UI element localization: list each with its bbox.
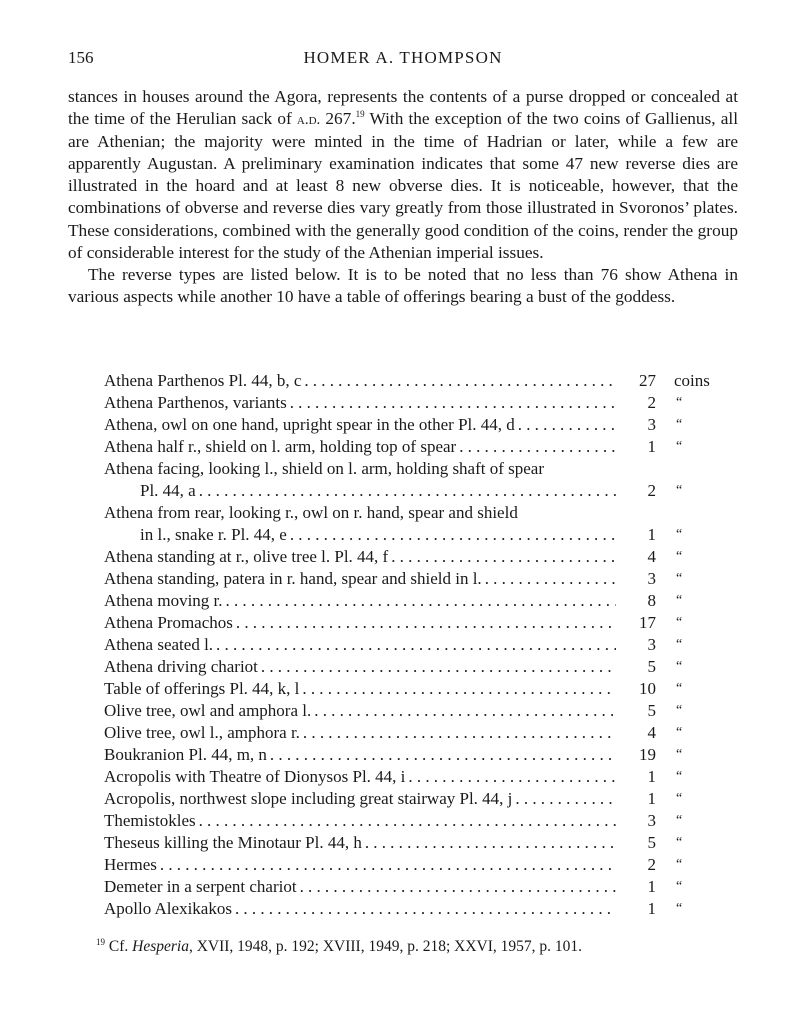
list-item-count: 3 xyxy=(647,569,656,588)
list-item-text: Theseus killing the Minotaur Pl. 44, h xyxy=(104,833,362,852)
unit-label: coins xyxy=(674,371,710,390)
list-item-entry xyxy=(104,722,616,744)
list-item-text-line1: Athena facing, looking l., shield on l. arm, holding shaft of spear xyxy=(104,459,545,478)
list-item-count: 3 xyxy=(647,635,656,654)
list-item-count: 10 xyxy=(639,679,656,698)
list-item-entry xyxy=(104,612,616,634)
list-item-entry xyxy=(104,436,616,458)
dot-leader xyxy=(232,898,616,920)
list-item-entry xyxy=(140,524,616,546)
dot-leader xyxy=(388,546,616,568)
ditto-mark: “ xyxy=(676,901,683,916)
list-item-count: 8 xyxy=(647,591,656,610)
dot-leader xyxy=(287,392,616,414)
list-item-text: Athena Promachos xyxy=(104,613,233,632)
ditto-mark: “ xyxy=(676,857,683,872)
list-item-text: Demeter in a serpent chariot xyxy=(104,877,297,896)
list-item-entry xyxy=(104,392,616,414)
list-item-text: Themistokles xyxy=(104,811,196,830)
list-item-text: in l., snake r. Pl. 44, e xyxy=(140,525,287,544)
dot-leader xyxy=(311,700,616,722)
dot-leader xyxy=(300,722,616,744)
list-item-text: Acropolis with Theatre of Dionysos Pl. 44, i xyxy=(104,767,406,786)
dot-leader xyxy=(362,832,616,854)
reverse-types-list xyxy=(104,370,710,920)
list-item xyxy=(104,568,704,590)
list-item-text: Olive tree, owl and amphora l. xyxy=(104,701,312,720)
ditto-mark: “ xyxy=(676,659,683,674)
paragraph-1-text-b: With the exception of the two coins of Gallienus, all are Athenian; the majority were minted in the time of Hadrian or later, while a few are apparently Augustan. A preliminary examination indicates that some 47 new reverse dies are illustrated in the hoard and at least 8 new obverse dies. It is noticeable, however, that the combinations of obverse and reverse dies vary greatly from those illustrated in Svoronos’ plates. These considerations, combined with the generally good condition of the coins, render the group of considerable interest for the study of the Athenian imperial issues. xyxy=(68,109,739,262)
paragraph-1 xyxy=(68,86,738,264)
list-item-entry xyxy=(104,678,616,700)
dot-leader xyxy=(456,436,616,458)
list-item-text: Athena seated l. xyxy=(104,635,214,654)
ditto-mark: “ xyxy=(676,571,683,586)
footnote-refs: , XVII, 1948, p. 192; XVIII, 1949, p. 218; XXVI, 1957, p. 101. xyxy=(188,938,583,955)
list-item xyxy=(104,744,704,766)
dot-leader xyxy=(297,876,616,898)
list-item xyxy=(104,700,704,722)
ditto-mark: “ xyxy=(676,769,683,784)
list-item-text-line1: Athena from rear, looking r., owl on r. hand, spear and shield xyxy=(104,503,518,522)
dot-leader xyxy=(405,766,616,788)
list-item xyxy=(104,898,704,920)
list-item-text: Athena Parthenos Pl. 44, b, c xyxy=(104,371,302,390)
ditto-mark: “ xyxy=(676,395,683,410)
dot-leader xyxy=(515,414,616,436)
list-item-entry xyxy=(104,370,616,392)
list-item-count: 2 xyxy=(647,481,656,500)
list-item xyxy=(104,502,704,546)
ditto-mark: “ xyxy=(676,417,683,432)
list-item-count: 3 xyxy=(647,415,656,434)
dot-leader xyxy=(157,854,616,876)
list-item-text: Boukranion Pl. 44, m, n xyxy=(104,745,267,764)
list-item-count: 5 xyxy=(647,657,656,676)
dot-leader xyxy=(482,568,616,590)
page-number: 156 xyxy=(68,48,94,67)
dot-leader xyxy=(512,788,616,810)
list-item-text: Athena driving chariot xyxy=(104,657,258,676)
list-item-text: Table of offerings Pl. 44, k, l xyxy=(104,679,300,698)
footnote xyxy=(96,938,582,956)
list-item-count: 4 xyxy=(647,723,656,742)
list-item-count: 4 xyxy=(647,547,656,566)
list-item xyxy=(104,392,704,414)
list-item-text: Athena Parthenos, variants xyxy=(104,393,287,412)
list-item xyxy=(104,612,704,634)
dot-leader xyxy=(267,744,616,766)
list-item-count: 5 xyxy=(647,833,656,852)
list-item-entry xyxy=(104,414,616,436)
dot-leader xyxy=(258,656,616,678)
ditto-mark: “ xyxy=(676,439,683,454)
list-item-count: 27 xyxy=(639,371,656,390)
list-item-count: 2 xyxy=(647,855,656,874)
list-item-text: Athena half r., shield on l. arm, holding top of spear xyxy=(104,437,457,456)
ditto-mark: “ xyxy=(676,527,683,542)
list-item-entry xyxy=(104,546,616,568)
dot-leader xyxy=(233,612,616,634)
footnote-journal: Hesperia xyxy=(132,938,189,955)
list-item-count: 17 xyxy=(639,613,656,632)
ditto-mark: “ xyxy=(676,835,683,850)
ditto-mark: “ xyxy=(676,637,683,652)
ditto-mark: “ xyxy=(676,791,683,806)
ditto-mark: “ xyxy=(676,483,683,498)
running-head: HOMER A. THOMPSON xyxy=(303,48,503,67)
list-item-entry xyxy=(104,656,616,678)
list-item-entry xyxy=(104,766,616,788)
paragraph-1-text-a: stances in houses around the Agora, represents the contents of a purse dropped or concealed at the time of the Herulian sack of xyxy=(68,87,738,129)
list-item xyxy=(104,854,704,876)
list-item xyxy=(104,458,704,502)
footnote-number: 19 xyxy=(96,936,105,947)
list-item xyxy=(104,590,704,612)
dot-leader xyxy=(299,678,616,700)
list-item-text: Athena moving r. xyxy=(104,591,223,610)
list-item-entry xyxy=(104,898,616,920)
dot-leader xyxy=(213,634,616,656)
list-item-text: Athena, owl on one hand, upright spear in the other Pl. 44, d xyxy=(104,415,515,434)
ditto-mark: “ xyxy=(676,615,683,630)
list-item-count: 1 xyxy=(647,437,656,456)
dot-leader xyxy=(196,810,616,832)
list-item xyxy=(104,810,704,832)
list-item xyxy=(104,656,704,678)
list-item-entry xyxy=(104,876,616,898)
list-item-text: Athena standing at r., olive tree l. Pl. 44, f xyxy=(104,547,389,566)
list-item xyxy=(104,766,704,788)
list-item-entry xyxy=(140,480,616,502)
list-item xyxy=(104,546,704,568)
list-item-entry xyxy=(104,744,616,766)
list-item-count: 3 xyxy=(647,811,656,830)
footnote-ref: 19 xyxy=(355,109,365,120)
list-item xyxy=(104,832,704,854)
list-item-text: Olive tree, owl l., amphora r. xyxy=(104,723,300,742)
list-item-count: 2 xyxy=(647,393,656,412)
list-item-count: 1 xyxy=(647,877,656,896)
list-item xyxy=(104,788,704,810)
ditto-mark: “ xyxy=(676,681,683,696)
list-item-entry xyxy=(104,788,616,810)
dot-leader xyxy=(223,590,616,612)
ditto-mark: “ xyxy=(676,549,683,564)
list-item xyxy=(104,414,704,436)
list-item xyxy=(104,722,704,744)
ditto-mark: “ xyxy=(676,747,683,762)
list-item xyxy=(104,436,704,458)
list-item-entry xyxy=(104,810,616,832)
ditto-mark: “ xyxy=(676,879,683,894)
list-item-entry xyxy=(104,854,616,876)
list-item-text: Acropolis, northwest slope including great stairway Pl. 44, j xyxy=(104,789,513,808)
list-item-count: 19 xyxy=(639,745,656,764)
list-item-count: 1 xyxy=(647,789,656,808)
list-item-entry xyxy=(104,568,616,590)
ditto-mark: “ xyxy=(676,813,683,828)
dot-leader xyxy=(287,524,616,546)
ditto-mark: “ xyxy=(676,725,683,740)
list-item-entry xyxy=(104,590,616,612)
list-item xyxy=(104,876,704,898)
dot-leader xyxy=(196,480,616,502)
ditto-mark: “ xyxy=(676,703,683,718)
list-item-entry xyxy=(104,700,616,722)
list-item-count: 5 xyxy=(647,701,656,720)
era-abbreviation: a.d. xyxy=(296,112,321,129)
ditto-mark: “ xyxy=(676,593,683,608)
dot-leader xyxy=(301,370,616,392)
list-item-count: 1 xyxy=(647,899,656,918)
page-header xyxy=(68,48,738,72)
list-item-text: Hermes xyxy=(104,855,157,874)
list-item-entry xyxy=(104,634,616,656)
list-item xyxy=(104,634,704,656)
list-item-text: Athena standing, patera in r. hand, spear and shield in l. xyxy=(104,569,482,588)
list-item xyxy=(104,678,704,700)
list-item-entry xyxy=(104,832,616,854)
list-item xyxy=(104,370,710,392)
list-item-count: 1 xyxy=(647,525,656,544)
paragraph-2: The reverse types are listed below. It is to be noted that no less than 76 show Athena in various aspects while another 10 have a table of offerings bearing a bust of the goddess. xyxy=(68,264,738,306)
body-text xyxy=(68,86,738,308)
year: 267. xyxy=(320,109,356,129)
list-item-text: Pl. 44, a xyxy=(140,481,196,500)
list-item-text: Apollo Alexikakos xyxy=(104,899,232,918)
list-item-count: 1 xyxy=(647,767,656,786)
footnote-cf: Cf. xyxy=(105,938,133,955)
